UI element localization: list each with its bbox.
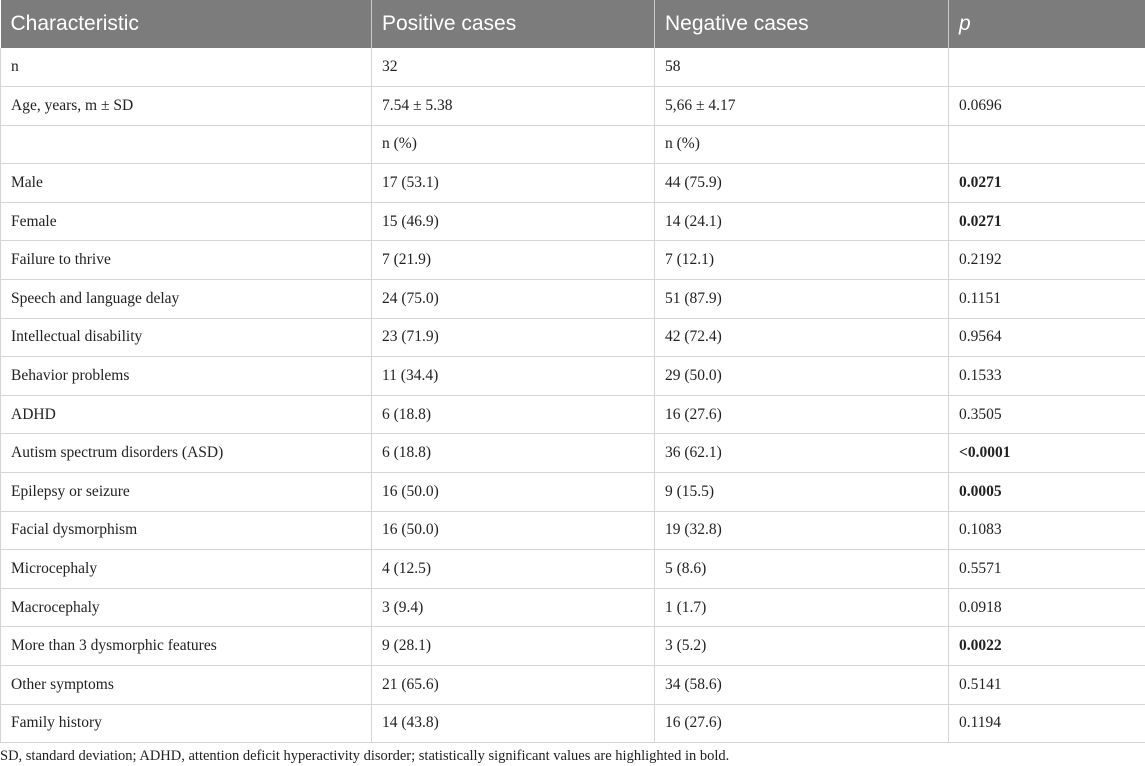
cell-characteristic: Family history (1, 704, 372, 743)
cell-negative-cases: 3 (5.2) (655, 627, 949, 666)
cell-positive-cases: 6 (18.8) (372, 434, 655, 473)
cell-p-value: 0.9564 (949, 318, 1145, 357)
cell-negative-cases: 34 (58.6) (655, 666, 949, 705)
table-row (1, 550, 1145, 589)
table-row (1, 473, 1145, 512)
table-row (1, 48, 1145, 87)
cell-negative-cases: 58 (655, 48, 949, 87)
table-row (1, 164, 1145, 203)
cell-positive-cases: n (%) (372, 125, 655, 164)
header-p-value: p (949, 0, 1145, 48)
table-row (1, 588, 1145, 627)
cell-positive-cases: 11 (34.4) (372, 357, 655, 396)
cell-p-value: 0.1533 (949, 357, 1145, 396)
table-row (1, 125, 1145, 164)
table-row (1, 318, 1145, 357)
cell-positive-cases: 32 (372, 48, 655, 87)
header-characteristic: Characteristic (1, 0, 372, 48)
cell-p-value: 0.1151 (949, 280, 1145, 319)
cell-p-value: 0.2192 (949, 241, 1145, 280)
cell-characteristic: ADHD (1, 395, 372, 434)
cell-negative-cases: 14 (24.1) (655, 202, 949, 241)
cell-characteristic: Epilepsy or seizure (1, 473, 372, 512)
cell-negative-cases: 9 (15.5) (655, 473, 949, 512)
cell-p-value (949, 48, 1145, 87)
cell-characteristic: Male (1, 164, 372, 203)
cell-p-value: 0.0022 (949, 627, 1145, 666)
table-body (1, 48, 1145, 743)
cell-characteristic: Age, years, m ± SD (1, 87, 372, 126)
cell-characteristic: More than 3 dysmorphic features (1, 627, 372, 666)
cell-negative-cases: 7 (12.1) (655, 241, 949, 280)
cell-characteristic: Other symptoms (1, 666, 372, 705)
cell-characteristic: Failure to thrive (1, 241, 372, 280)
cell-p-value: 0.1194 (949, 704, 1145, 743)
cell-characteristic: Autism spectrum disorders (ASD) (1, 434, 372, 473)
cell-p-value: 0.0696 (949, 87, 1145, 126)
cell-positive-cases: 16 (50.0) (372, 511, 655, 550)
table-row (1, 241, 1145, 280)
table-row (1, 395, 1145, 434)
header-row (1, 0, 1145, 48)
cell-characteristic: Microcephaly (1, 550, 372, 589)
cell-positive-cases: 6 (18.8) (372, 395, 655, 434)
table-row (1, 87, 1145, 126)
table-header (1, 0, 1145, 48)
cell-characteristic: Speech and language delay (1, 280, 372, 319)
cell-positive-cases: 3 (9.4) (372, 588, 655, 627)
cell-positive-cases: 21 (65.6) (372, 666, 655, 705)
cell-p-value: 0.5141 (949, 666, 1145, 705)
cell-positive-cases: 15 (46.9) (372, 202, 655, 241)
cell-characteristic: Behavior problems (1, 357, 372, 396)
header-positive-cases: Positive cases (372, 0, 655, 48)
cell-negative-cases: n (%) (655, 125, 949, 164)
cell-characteristic (1, 125, 372, 164)
table-row (1, 202, 1145, 241)
cell-p-value (949, 125, 1145, 164)
table-row (1, 280, 1145, 319)
cell-characteristic: Facial dysmorphism (1, 511, 372, 550)
cell-characteristic: Female (1, 202, 372, 241)
cell-p-value: 0.0271 (949, 202, 1145, 241)
cell-negative-cases: 29 (50.0) (655, 357, 949, 396)
header-negative-cases: Negative cases (655, 0, 949, 48)
cell-negative-cases: 5,66 ± 4.17 (655, 87, 949, 126)
table-row (1, 511, 1145, 550)
cell-negative-cases: 42 (72.4) (655, 318, 949, 357)
cell-negative-cases: 44 (75.9) (655, 164, 949, 203)
table-row (1, 434, 1145, 473)
cell-negative-cases: 16 (27.6) (655, 395, 949, 434)
table-footnote: SD, standard deviation; ADHD, attention deficit hyperactivity disorder; statistically significant values are highlighted in bold. (0, 748, 730, 764)
cell-negative-cases: 51 (87.9) (655, 280, 949, 319)
cell-positive-cases: 23 (71.9) (372, 318, 655, 357)
cell-negative-cases: 19 (32.8) (655, 511, 949, 550)
cell-p-value: 0.0005 (949, 473, 1145, 512)
cell-positive-cases: 7 (21.9) (372, 241, 655, 280)
cell-p-value: 0.5571 (949, 550, 1145, 589)
cell-p-value: 0.3505 (949, 395, 1145, 434)
cell-positive-cases: 14 (43.8) (372, 704, 655, 743)
cell-positive-cases: 17 (53.1) (372, 164, 655, 203)
cell-negative-cases: 1 (1.7) (655, 588, 949, 627)
cell-negative-cases: 36 (62.1) (655, 434, 949, 473)
cell-characteristic: n (1, 48, 372, 87)
table-row (1, 627, 1145, 666)
cell-positive-cases: 16 (50.0) (372, 473, 655, 512)
cell-negative-cases: 5 (8.6) (655, 550, 949, 589)
cell-positive-cases: 4 (12.5) (372, 550, 655, 589)
cell-positive-cases: 24 (75.0) (372, 280, 655, 319)
cell-p-value: 0.0271 (949, 164, 1145, 203)
table-row (1, 666, 1145, 705)
cell-p-value: <0.0001 (949, 434, 1145, 473)
cell-p-value: 0.1083 (949, 511, 1145, 550)
table-row (1, 357, 1145, 396)
cell-negative-cases: 16 (27.6) (655, 704, 949, 743)
cell-p-value: 0.0918 (949, 588, 1145, 627)
table-row (1, 704, 1145, 743)
cell-positive-cases: 9 (28.1) (372, 627, 655, 666)
cell-characteristic: Macrocephaly (1, 588, 372, 627)
cell-characteristic: Intellectual disability (1, 318, 372, 357)
cell-positive-cases: 7.54 ± 5.38 (372, 87, 655, 126)
